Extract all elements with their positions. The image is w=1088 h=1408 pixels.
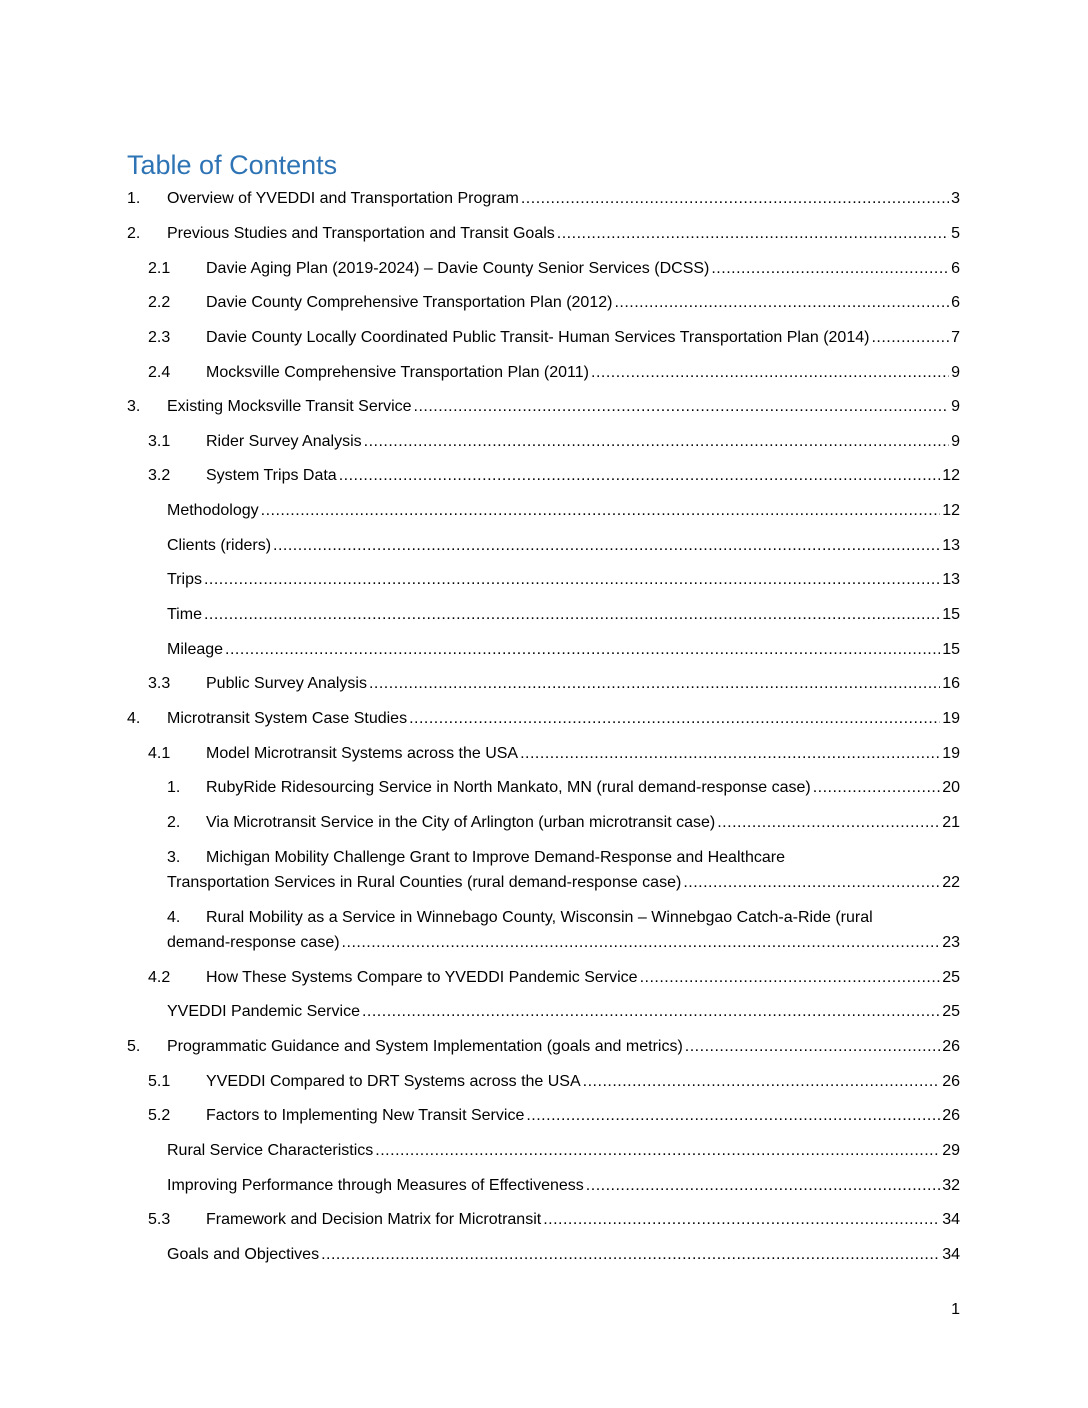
toc-entry-number: 4.2 [148, 969, 171, 986]
toc-entry-page: 3 [951, 190, 960, 207]
toc-entry-page: 26 [942, 1038, 960, 1055]
toc-entry-page: 16 [942, 675, 960, 692]
toc-entry[interactable] [0, 637, 1088, 663]
toc-entry-page: 7 [951, 329, 960, 346]
toc-entry-page: 15 [942, 641, 960, 658]
toc-entry-text: Mileage [167, 641, 224, 658]
toc-entry-number: 2.1 [148, 260, 171, 277]
toc-entry[interactable] [0, 256, 1088, 282]
toc-entry[interactable] [0, 810, 1088, 836]
toc-entry-page: 6 [951, 294, 960, 311]
dot-leader [362, 999, 940, 1025]
toc-entry-number: 2.3 [148, 329, 171, 346]
dot-leader [375, 1138, 940, 1164]
dot-leader [640, 965, 941, 991]
toc-entry[interactable] [0, 498, 1088, 524]
toc-entry[interactable] [0, 1207, 1088, 1233]
toc-entry-number: 3.3 [148, 675, 171, 692]
dot-leader [586, 1173, 940, 1199]
toc-entry-number: 4.1 [148, 745, 171, 762]
toc-entry-text: Michigan Mobility Challenge Grant to Improve Demand-Response and Healthcare [206, 849, 785, 866]
toc-entry-text: Methodology [167, 502, 259, 519]
toc-entry-page: 9 [951, 364, 960, 381]
toc-entry-text: How These Systems Compare to YVEDDI Pandemic Service [206, 969, 638, 986]
toc-entry-number: 5. [127, 1038, 141, 1055]
toc-entry-text: Goals and Objectives [167, 1246, 320, 1263]
toc-entry-page: 25 [942, 969, 960, 986]
toc-entry-text: Factors to Implementing New Transit Service [206, 1107, 525, 1124]
dot-leader [543, 1207, 940, 1233]
dot-leader [583, 1069, 941, 1095]
toc-entry-page: 34 [942, 1211, 960, 1228]
toc-entry[interactable] [0, 602, 1088, 628]
dot-leader [225, 637, 940, 663]
toc-entry-text: Previous Studies and Transportation and Transit Goals [167, 225, 555, 242]
toc-entry-text: Mocksville Comprehensive Transportation Plan (2011) [206, 364, 589, 381]
dot-leader [526, 1103, 940, 1129]
toc-entry-number: 2.2 [148, 294, 171, 311]
toc-entry-text: Existing Mocksville Transit Service [167, 398, 412, 415]
dot-leader [520, 741, 940, 767]
dot-leader [321, 1242, 940, 1268]
toc-entry[interactable] [0, 567, 1088, 593]
toc-entry-page: 22 [942, 874, 960, 891]
toc-entry[interactable] [0, 1069, 1088, 1095]
dot-leader [369, 671, 940, 697]
toc-entry-text: Public Survey Analysis [206, 675, 367, 692]
toc-entry-text: Rural Service Characteristics [167, 1142, 374, 1159]
toc-entry[interactable] [0, 394, 1088, 420]
toc-entry[interactable] [0, 325, 1088, 351]
toc-entry-number: 1. [167, 779, 181, 796]
toc-entry[interactable] [0, 360, 1088, 386]
toc-entry-text: Via Microtransit Service in the City of Arlington (urban microtransit case) [206, 814, 716, 831]
dot-leader [342, 930, 941, 956]
dot-leader [273, 533, 940, 559]
dot-leader [685, 1034, 940, 1060]
toc-entry-page: 26 [942, 1107, 960, 1124]
toc-entry-text: Overview of YVEDDI and Transportation Program [167, 190, 519, 207]
dot-leader [871, 325, 949, 351]
page-number: 1 [951, 1301, 960, 1318]
dot-leader [521, 186, 949, 212]
toc-entry-first-line[interactable] [0, 905, 1088, 931]
toc-entry-text: Programmatic Guidance and System Implementation (goals and metrics) [167, 1038, 683, 1055]
dot-leader [204, 602, 940, 628]
toc-entry-text-continued: Transportation Services in Rural Counties (rural demand-response case) [167, 874, 682, 891]
toc-entry-number: 5.2 [148, 1107, 171, 1124]
toc-entry-page: 23 [942, 934, 960, 951]
toc-entry[interactable] [0, 429, 1088, 455]
toc-title: Table of Contents [127, 150, 338, 180]
dot-leader [683, 870, 940, 896]
dot-leader [409, 706, 940, 732]
toc-entry-number: 5.3 [148, 1211, 171, 1228]
toc-entry[interactable] [0, 1242, 1088, 1268]
dot-leader [717, 810, 940, 836]
toc-entry[interactable] [0, 741, 1088, 767]
toc-entry-number: 3. [127, 398, 141, 415]
toc-entry-text-continued: demand-response case) [167, 934, 340, 951]
toc-entry-text: Clients (riders) [167, 537, 272, 554]
toc-entry[interactable] [0, 671, 1088, 697]
toc-entry-page: 21 [942, 814, 960, 831]
dot-leader [557, 221, 949, 247]
toc-entry-number: 4. [167, 909, 181, 926]
toc-entry-number: 1. [127, 190, 141, 207]
toc-entry-text: Davie County Locally Coordinated Public Transit- Human Services Transportation Plan (2014) [206, 329, 870, 346]
toc-entry-page: 5 [951, 225, 960, 242]
dot-leader [204, 567, 940, 593]
toc-entry-page: 29 [942, 1142, 960, 1159]
toc-entry[interactable] [0, 706, 1088, 732]
toc-entry-text: Davie Aging Plan (2019-2024) – Davie County Senior Services (DCSS) [206, 260, 710, 277]
toc-entry-page: 6 [951, 260, 960, 277]
toc-entry-number: 3. [167, 849, 181, 866]
toc-entry[interactable] [0, 463, 1088, 489]
toc-entry[interactable] [0, 1138, 1088, 1164]
toc-entry-page: 9 [951, 398, 960, 415]
toc-entry-page: 9 [951, 433, 960, 450]
toc-entry-page: 12 [942, 467, 960, 484]
toc-entry[interactable] [0, 965, 1088, 991]
dot-leader [711, 256, 949, 282]
toc-entry-page: 26 [942, 1073, 960, 1090]
dot-leader [339, 463, 941, 489]
dot-leader [261, 498, 941, 524]
toc-entry[interactable] [0, 775, 1088, 801]
toc-entry-text: RubyRide Ridesourcing Service in North Mankato, MN (rural demand-response case) [206, 779, 811, 796]
toc-entry[interactable] [0, 1103, 1088, 1129]
toc-entry-text: Framework and Decision Matrix for Microtransit [206, 1211, 542, 1228]
toc-entry-text: Davie County Comprehensive Transportation Plan (2012) [206, 294, 613, 311]
dot-leader [364, 429, 949, 455]
toc-entry-text: System Trips Data [206, 467, 337, 484]
toc-entry-page: 13 [942, 537, 960, 554]
toc-entry[interactable] [0, 870, 1088, 896]
toc-entry-page: 12 [942, 502, 960, 519]
toc-entry-number: 2.4 [148, 364, 171, 381]
toc-entry-page: 32 [942, 1177, 960, 1194]
dot-leader [813, 775, 941, 801]
toc-entry-page: 13 [942, 571, 960, 588]
toc-entry[interactable] [0, 930, 1088, 956]
dot-leader [591, 360, 949, 386]
dot-leader [414, 394, 950, 420]
toc-entry-page: 15 [942, 606, 960, 623]
toc-entry-text: Model Microtransit Systems across the USA [206, 745, 519, 762]
toc-entry-text: Time [167, 606, 202, 623]
toc-entry-page: 20 [942, 779, 960, 796]
toc-entry-page: 34 [942, 1246, 960, 1263]
toc-entry-number: 2. [167, 814, 181, 831]
toc-entry-number: 3.1 [148, 433, 171, 450]
toc-entry-page: 19 [942, 710, 960, 727]
toc-entry[interactable] [0, 999, 1088, 1025]
toc-entry-text: Rural Mobility as a Service in Winnebago County, Wisconsin – Winnebgao Catch-a-Ride (rural [206, 909, 873, 926]
toc-entry-text: Microtransit System Case Studies [167, 710, 408, 727]
toc-entry[interactable] [0, 1173, 1088, 1199]
toc-entry-first-line[interactable] [0, 845, 1088, 871]
toc-entry-text: Trips [167, 571, 202, 588]
dot-leader [614, 290, 949, 316]
toc-entry-number: 3.2 [148, 467, 171, 484]
toc-entry[interactable] [0, 533, 1088, 559]
toc-entry-text: Improving Performance through Measures of Effectiveness [167, 1177, 584, 1194]
toc-entry[interactable] [0, 186, 1088, 212]
toc-entry-number: 4. [127, 710, 141, 727]
toc-entry-text: YVEDDI Compared to DRT Systems across the USA [206, 1073, 581, 1090]
toc-entry[interactable] [0, 221, 1088, 247]
toc-entry[interactable] [0, 290, 1088, 316]
toc-entry-page: 19 [942, 745, 960, 762]
toc-entry-number: 5.1 [148, 1073, 171, 1090]
toc-entry-number: 2. [127, 225, 141, 242]
toc-entry-text: Rider Survey Analysis [206, 433, 362, 450]
toc-entry-page: 25 [942, 1003, 960, 1020]
toc-entry[interactable] [0, 1034, 1088, 1060]
toc-entry-text: YVEDDI Pandemic Service [167, 1003, 360, 1020]
